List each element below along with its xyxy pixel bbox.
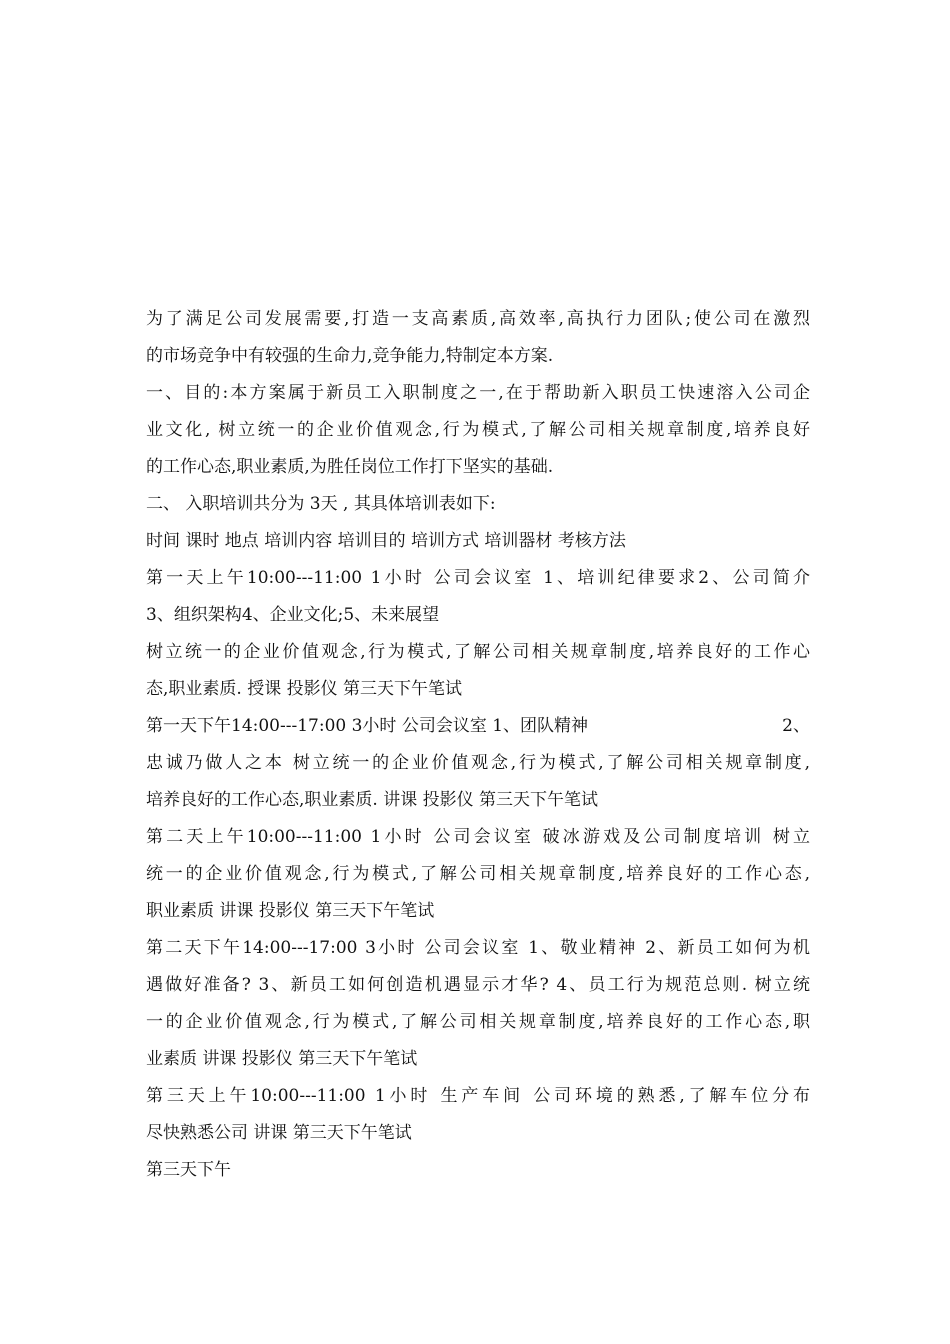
document-body [146,301,810,1189]
paragraph-line: 为了满足公司发展需要,打造一支高素质,高效率,高执行力团队;使公司在激烈 [146,309,810,329]
schedule-line: 第一天上午10:00---11:00 1小时 公司会议室 1、培训纪律要求2、公司简介 [146,568,810,588]
schedule-line-start: 第一天下午14:00---17:00 3小时 公司会议室 1、团队精神 [146,716,589,736]
table-header-line: 时间 课时 地点 培训内容 培训目的 培训方式 培训器材 考核方法 [146,531,626,551]
paragraph-line: 业文化, 树立统一的企业价值观念,行为模式,了解公司相关规章制度,培养良好 [146,420,810,440]
schedule-line: 统一的企业价值观念,行为模式,了解公司相关规章制度,培养良好的工作心态, [146,864,810,884]
schedule-line: 尽快熟悉公司 讲课 第三天下午笔试 [146,1123,412,1143]
schedule-line: 树立统一的企业价值观念,行为模式,了解公司相关规章制度,培养良好的工作心 [146,642,810,662]
schedule-line-split [146,708,810,745]
schedule-line: 忠诚乃做人之本 树立统一的企业价值观念,行为模式,了解公司相关规章制度, [146,753,810,773]
schedule-line: 第三天上午10:00---11:00 1小时 生产车间 公司环境的熟悉,了解车位分布 [146,1086,810,1106]
paragraph-line: 的工作心态,职业素质,为胜任岗位工作打下坚实的基础. [146,457,554,477]
schedule-line: 第三天下午 [146,1160,231,1180]
schedule-line: 职业素质 讲课 投影仪 第三天下午笔试 [146,901,435,921]
schedule-line: 遇做好准备? 3、新员工如何创造机遇显示才华? 4、员工行为规范总则. 树立统 [146,975,810,995]
schedule-line: 3、组织架构4、企业文化;5、未来展望 [146,605,440,625]
schedule-line-tail: 2、 [782,716,810,736]
schedule-line: 态,职业素质. 授课 投影仪 第三天下午笔试 [146,679,463,699]
section-heading: 二、 入职培训共分为 3天 , 其具体培训表如下: [146,494,496,514]
schedule-line: 业素质 讲课 投影仪 第三天下午笔试 [146,1049,418,1069]
paragraph-line: 一、目的:本方案属于新员工入职制度之一,在于帮助新入职员工快速溶入公司企 [146,383,810,403]
paragraph-line: 的市场竞争中有较强的生命力,竞争能力,特制定本方案. [146,346,554,366]
schedule-line: 一的企业价值观念,行为模式,了解公司相关规章制度,培养良好的工作心态,职 [146,1012,810,1032]
schedule-line: 第二天上午10:00---11:00 1小时 公司会议室 破冰游戏及公司制度培训 树立 [146,827,810,847]
schedule-line: 培养良好的工作心态,职业素质. 讲课 投影仪 第三天下午笔试 [146,790,599,810]
schedule-line: 第二天下午14:00---17:00 3小时 公司会议室 1、敬业精神 2、新员工如何为机 [146,938,810,958]
